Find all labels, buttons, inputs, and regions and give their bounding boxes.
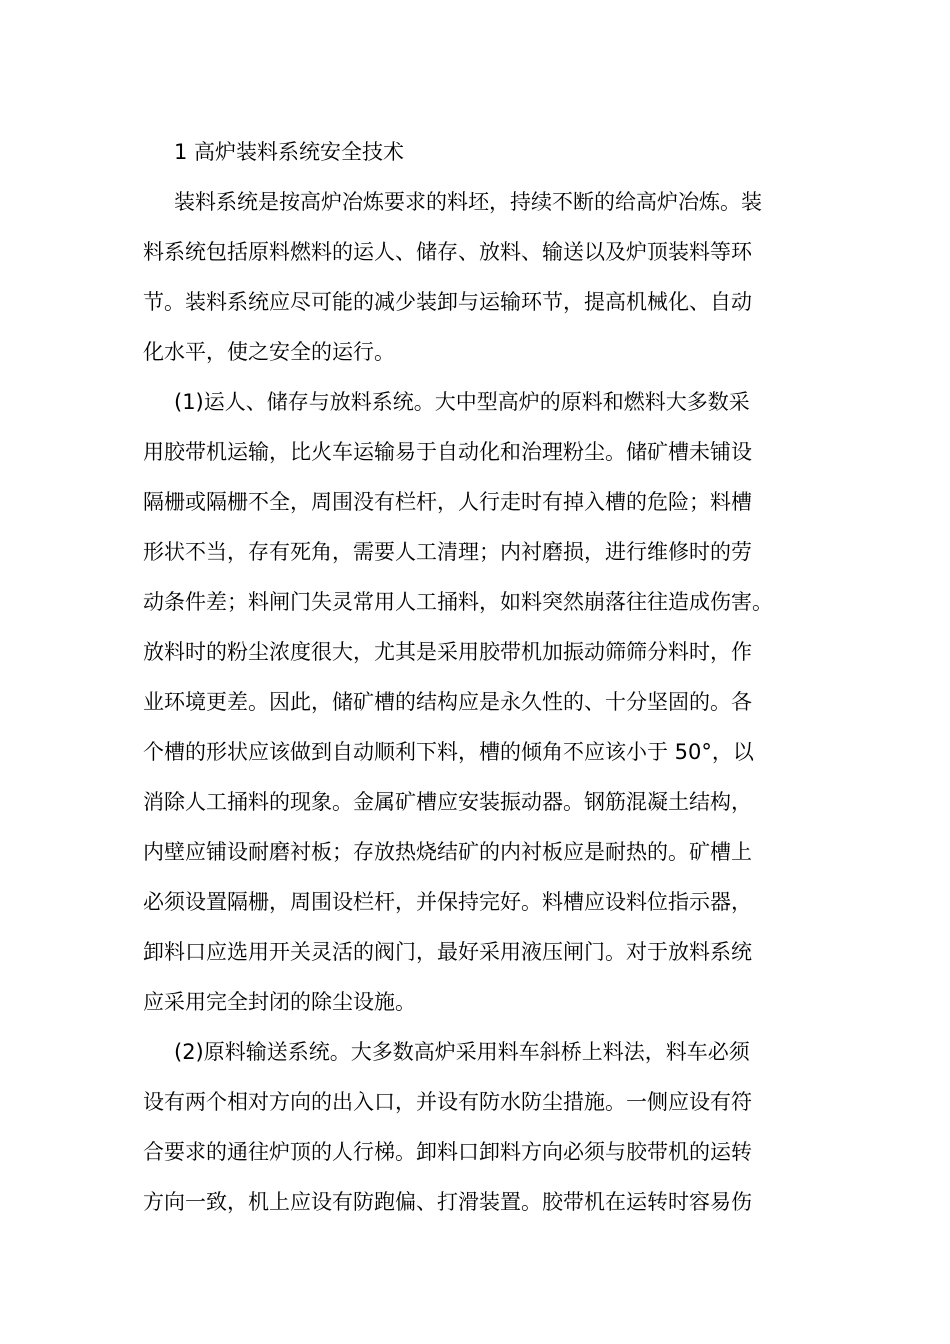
paragraph-line: 装料系统是按高炉冶炼要求的料坯，持续不断的给高炉冶炼。装	[174, 190, 762, 214]
paragraph-line: 节。装料系统应尽可能的减少装卸与运输环节，提高机械化、自动	[143, 290, 752, 314]
paragraph-line: 料系统包括原料燃料的运人、储存、放料、输送以及炉顶装料等环	[143, 240, 752, 264]
paragraph-line: (2)原料输送系统。大多数高炉采用料车斜桥上料法，料车必须	[174, 1040, 750, 1064]
paragraph-line: 消除人工捅料的现象。金属矿槽应安装振动器。钢筋混凝土结构，	[143, 790, 752, 814]
paragraph-line: 卸料口应选用开关灵活的阀门，最好采用液压闸门。对于放料系统	[143, 940, 752, 964]
paragraph-line: (1)运人、储存与放料系统。大中型高炉的原料和燃料大多数采	[174, 390, 750, 414]
paragraph-line: 个槽的形状应该做到自动顺利下料，槽的倾角不应该小于 50°，以	[143, 740, 754, 764]
paragraph-line: 放料时的粉尘浓度很大，尤其是采用胶带机加振动筛筛分料时，作	[143, 640, 752, 664]
section-heading: 1 高炉装料系统安全技术	[174, 140, 405, 164]
paragraph-line: 化水平，使之安全的运行。	[143, 340, 395, 364]
paragraph-line: 应采用完全封闭的除尘设施。	[143, 990, 416, 1014]
paragraph-line: 业环境更差。因此，储矿槽的结构应是永久性的、十分坚固的。各	[143, 690, 752, 714]
paragraph-line: 合要求的通往炉顶的人行梯。卸料口卸料方向必须与胶带机的运转	[143, 1140, 752, 1164]
paragraph-line: 内壁应铺设耐磨衬板；存放热烧结矿的内衬板应是耐热的。矿槽上	[143, 840, 752, 864]
paragraph-line: 设有两个相对方向的出入口，并设有防水防尘措施。一侧应设有符	[143, 1090, 752, 1114]
paragraph-line: 动条件差；料闸门失灵常用人工捅料，如料突然崩落往往造成伤害。	[143, 590, 773, 614]
paragraph-line: 隔栅或隔栅不全，周围没有栏杆，人行走时有掉入槽的危险；料槽	[143, 490, 752, 514]
paragraph-line: 必须设置隔栅，周围设栏杆，并保持完好。料槽应设料位指示器，	[143, 890, 752, 914]
paragraph-line: 形状不当，存有死角，需要人工清理；内衬磨损，进行维修时的劳	[143, 540, 752, 564]
paragraph-line: 用胶带机运输，比火车运输易于自动化和治理粉尘。储矿槽未铺设	[143, 440, 752, 464]
paragraph-line: 方向一致，机上应设有防跑偏、打滑装置。胶带机在运转时容易伤	[143, 1190, 752, 1214]
